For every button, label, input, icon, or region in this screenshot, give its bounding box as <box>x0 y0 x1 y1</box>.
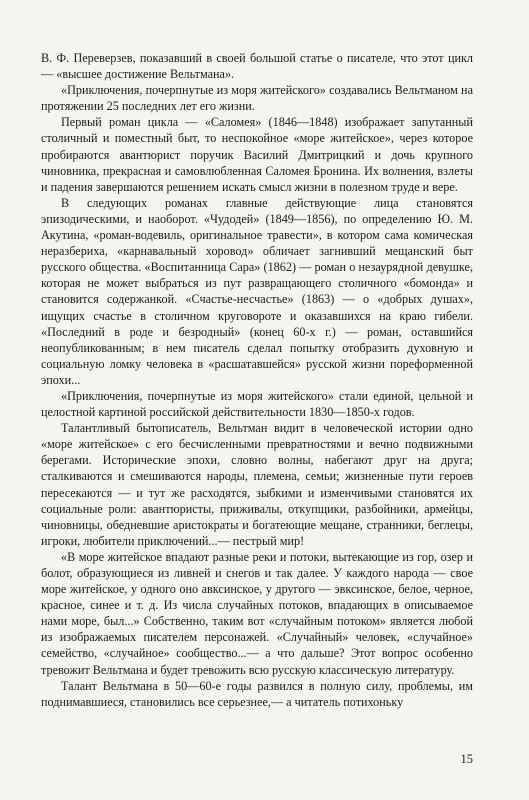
body-text <box>41 50 473 710</box>
paragraph-6: Талантливый бытописатель, Вельтман видит в человеческой истории одно «море житейское» с его бесчисленными превратностями и вечно подвижными берегами. Исторические эпохи, словно волны, набегают друг на друга; сталкиваются и смешиваются народы, племена, семьи; жизненные пути героев пересекаются — и тут же расходятся, зыбкими и изменчивыми становятся их социальные роли: авантюристы, приживалы, откупщики, разбойники, армейцы, чиновницы, обедневшие аристократы и богатеющие мещане, странники, беглецы, игроки, любители приключений...— пестрый мир! <box>41 421 473 548</box>
paragraph-4: В следующих романах главные действующие лица становятся эпизодическими, и наоборот. «Чудодей» (1849—1856), по определению Ю. М. Акутина, «роман-водевиль, оригинальное травести», в котором сама комическая неразбериха, «карнавальный хоровод» обличает загнивший мещанский быт русского общества. «Воспитанница Сара» (1862) — роман о незаурядной девушке, которая не может выбраться из пут развращающего столичного «бомонда» и становится содержанкой. «Счастье-несчастье» (1863) — о «добрых душах», ищущих счастье в столичном круговороте и оказавшихся на краю гибели. «Последний в роде и безродный» (конец 60-х г.) — роман, оставшийся неопубликованным; в нем писатель сделал попытку отобразить духовную и социальную ломку человека в «расшатавшейся» русской жизни пореформенной эпохи... <box>41 195 473 387</box>
paragraph-1: В. Ф. Переверзев, показавший в своей большой статье о писателе, что этот цикл — «высшее достижение Вельтмана». <box>41 51 473 82</box>
paragraph-3: Первый роман цикла — «Саломея» (1846—1848) изображает запутанный столичный и поместный быт, то неспокойное «море житейское», через которое пробираются авантюрист поручик Василий Дмитрицкий и дочь крупного чиновника, прекрасная и самовлюбленная Саломея Бронина. Их волнения, взлеты и падения завершаются решением искать смысл жизни в полезном труде и вере. <box>41 115 473 194</box>
page-number: 15 <box>460 752 473 766</box>
paragraph-7: «В море житейское впадают разные реки и потоки, вытекающие из гор, озер и болот, образующиеся из ливней и снегов и так далее. У каждого народа — свое море житейское, у одного оно авксинское, у другого — эвксинское, белое, черное, красное, синее и т. д. Из числа случайных потоков, впадающих в описываемое нами море, был...» Собственно, таким вот «случайным потоком» является любой из изображаемых писателем персонажей. «Случайный» человек, «случайное» семейство, «случайное» сообщество...— а что дальше? Этот вопрос особенно тревожит Вельтмана и будет тревожить всю русскую классическую литературу. <box>41 549 473 677</box>
paragraph-2: «Приключения, почерпнутые из моря житейского» создавались Вельтманом на протяжении 25 последних лет его жизни. <box>41 83 473 114</box>
paragraph-5: «Приключения, почерпнутые из моря житейского» стали единой, цельной и целостной картиной российской действительности 1830—1850-х годов. <box>41 388 473 420</box>
paragraph-8: Талант Вельтмана в 50—60-е годы развился в полную силу, проблемы, им поднимавшиеся, становились все серьезнее,— а читатель потихоньку <box>41 678 473 709</box>
